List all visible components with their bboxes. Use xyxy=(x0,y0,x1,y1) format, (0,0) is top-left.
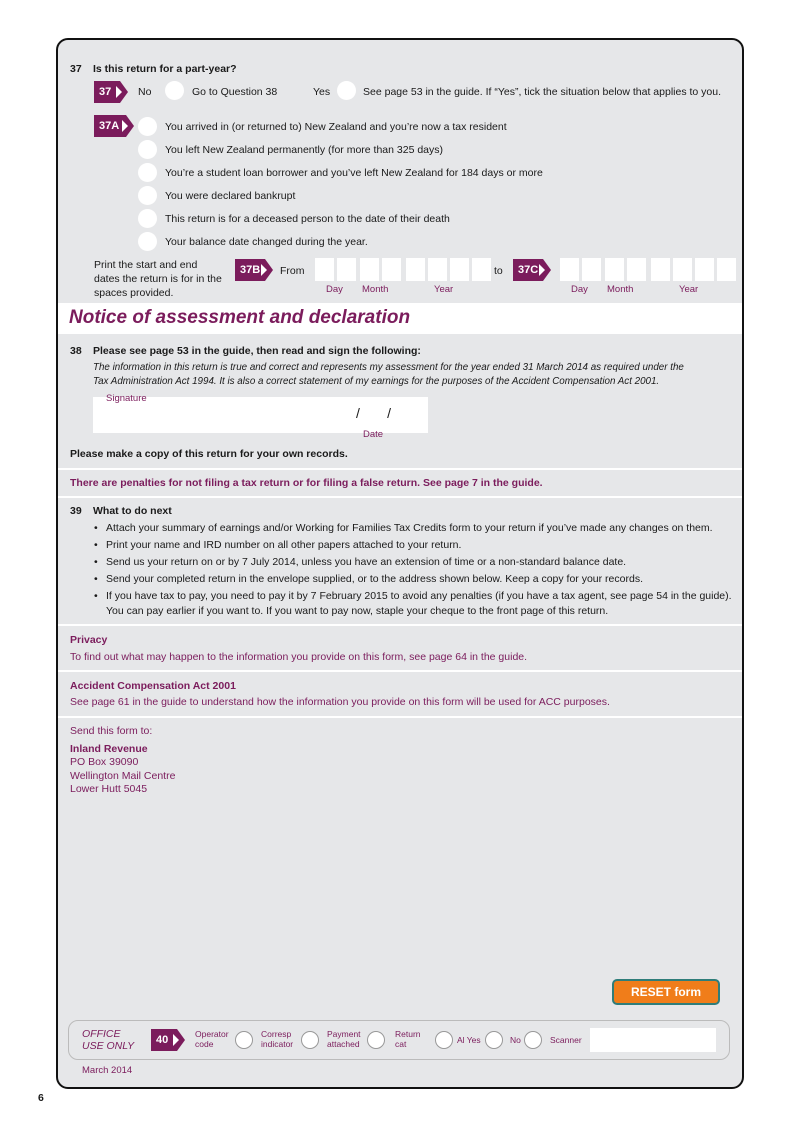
option-label: You arrived in (or returned to) New Zealand and you’re now a tax resident xyxy=(165,121,507,133)
date-digit-box[interactable] xyxy=(382,258,401,281)
no-label: No xyxy=(138,86,152,98)
divider xyxy=(58,496,742,498)
yes-label: Yes xyxy=(313,86,331,98)
option-radio[interactable] xyxy=(138,209,157,228)
no-radio[interactable] xyxy=(165,81,184,100)
option-label: Your balance date changed during the year. xyxy=(165,236,368,248)
acc-title: Accident Compensation Act 2001 xyxy=(70,680,236,692)
al-yes-label: Al Yes xyxy=(457,1035,481,1045)
date-digit-box[interactable] xyxy=(605,258,624,281)
section-title: Notice of assessment and declaration xyxy=(69,307,411,328)
divider xyxy=(58,716,742,718)
option-radio[interactable] xyxy=(138,186,157,205)
signature-label: Signature xyxy=(106,393,147,404)
office-field-radio[interactable] xyxy=(367,1031,385,1049)
yes-note: See page 53 in the guide. If “Yes”, tick the situation below that applies to you. xyxy=(363,86,722,98)
date-digit-box[interactable] xyxy=(428,258,447,281)
acc-text: See page 61 in the guide to understand how the information you provide on this form will be used for ACC purposes. xyxy=(70,696,610,708)
to-day-label: Day xyxy=(571,284,588,295)
office-field-label: Return cat xyxy=(395,1029,421,1049)
next-step-item: • Attach your summary of earnings and/or Working for Families Tax Credits form to your return if you’ve made any changes on them. xyxy=(106,522,713,534)
scanner-label: Scanner xyxy=(550,1035,582,1045)
date-digit-box[interactable] xyxy=(337,258,356,281)
next-step-item: • Send your completed return in the envelope supplied, or to the address shown below. Keep a copy for your records. xyxy=(106,573,643,585)
page-number: 6 xyxy=(38,1092,44,1104)
q37-tag: 37 xyxy=(94,81,120,103)
send-address: Send this form to: Inland Revenue PO Box 39090 Wellington Mail Centre Lower Hutt 5045 xyxy=(70,725,176,795)
from-day-label: Day xyxy=(326,284,343,295)
office-field-radio[interactable] xyxy=(235,1031,253,1049)
penalties-note: There are penalties for not filing a tax return or for filing a false return. See page 7 in the guide. xyxy=(70,477,543,489)
office-field-label: Payment attached xyxy=(327,1029,361,1049)
divider xyxy=(58,670,742,672)
date-digit-box[interactable] xyxy=(450,258,469,281)
q37a-tag: 37A xyxy=(94,115,126,137)
date-digit-box[interactable] xyxy=(360,258,379,281)
date-separator: / / xyxy=(356,405,392,421)
form-panel xyxy=(56,38,744,1089)
from-year-label: Year xyxy=(434,284,454,295)
privacy-title: Privacy xyxy=(70,634,108,646)
to-month-label: Month xyxy=(607,284,634,295)
date-label: Date xyxy=(363,429,384,440)
section-title-band xyxy=(58,303,742,334)
from-month-label: Month xyxy=(362,284,389,295)
q37b-tag: 37B xyxy=(235,259,265,281)
date-digit-box[interactable] xyxy=(582,258,601,281)
no-radio[interactable] xyxy=(524,1031,542,1049)
footer-date: March 2014 xyxy=(82,1065,133,1076)
declaration-text: The information in this return is true and correct and represents my assessment for the year ended 31 March 2014 as required under the Tax Administration Act 1994. It is also a correct statement of my earnings for the purposes of the Accident Compensation Act 2001. xyxy=(93,362,684,387)
bullet-5-line-2: You can pay earlier if you want to. If you want to pay now, staple your cheque to the front page of this return. xyxy=(106,605,609,617)
reset-form-button[interactable]: RESET form xyxy=(612,979,720,1005)
office-field-radio[interactable] xyxy=(435,1031,453,1049)
q37-number: 37 xyxy=(70,63,82,75)
next-step-item: • If you have tax to pay, you need to pay it by 7 February 2015 to avoid any penalties (if you have a tax agent, see page 54 in the guide). xyxy=(106,590,732,602)
date-digit-box[interactable] xyxy=(472,258,491,281)
q38-number: 38 xyxy=(70,345,82,357)
date-digit-box[interactable] xyxy=(315,258,334,281)
next-step-item: • Send us your return on or by 7 July 2014, unless you have an extension of time or a non-standard balance date. xyxy=(106,556,626,568)
option-radio[interactable] xyxy=(138,232,157,251)
option-radio[interactable] xyxy=(138,117,157,136)
date-digit-box[interactable] xyxy=(651,258,670,281)
option-label: You’re a student loan borrower and you’ve left New Zealand for 184 days or more xyxy=(165,167,543,179)
office-field-label: Corresp indicator xyxy=(261,1029,294,1049)
divider xyxy=(58,624,742,626)
office-field-radio[interactable] xyxy=(301,1031,319,1049)
option-radio[interactable] xyxy=(138,140,157,159)
date-digit-box[interactable] xyxy=(673,258,692,281)
q39-heading: What to do next xyxy=(93,505,172,517)
divider xyxy=(58,468,742,470)
office-tag-40: 40 xyxy=(151,1029,177,1051)
date-digit-box[interactable] xyxy=(627,258,646,281)
to-label: to xyxy=(494,265,503,277)
date-digit-box[interactable] xyxy=(717,258,736,281)
q38-heading: Please see page 53 in the guide, then read and sign the following: xyxy=(93,345,421,357)
al-yes-radio[interactable] xyxy=(485,1031,503,1049)
q37-question: Is this return for a part-year? xyxy=(93,63,237,75)
date-digit-box[interactable] xyxy=(560,258,579,281)
no-note: Go to Question 38 xyxy=(192,86,278,98)
office-field-label: Operator code xyxy=(195,1029,229,1049)
q37c-tag: 37C xyxy=(513,259,543,281)
date-digit-box[interactable] xyxy=(406,258,425,281)
to-year-label: Year xyxy=(679,284,699,295)
office-use-title: OFFICE USE ONLY xyxy=(82,1028,135,1052)
no-label: No xyxy=(510,1035,521,1045)
option-radio[interactable] xyxy=(138,163,157,182)
option-label: This return is for a deceased person to the date of their death xyxy=(165,213,450,225)
q39-number: 39 xyxy=(70,505,82,517)
yes-radio[interactable] xyxy=(337,81,356,100)
next-step-item: • Print your name and IRD number on all other papers attached to your return. xyxy=(106,539,461,551)
scanner-field[interactable] xyxy=(590,1028,716,1052)
office-use-box xyxy=(68,1020,730,1060)
date-digit-box[interactable] xyxy=(695,258,714,281)
privacy-text: To find out what may happen to the information you provide on this form, see page 64 in the guide. xyxy=(70,651,528,663)
option-label: You left New Zealand permanently (for more than 325 days) xyxy=(165,144,444,156)
option-label: You were declared bankrupt xyxy=(165,190,296,202)
dates-instruction: Print the start and end dates the return is for in the spaces provided. xyxy=(94,259,222,299)
from-label: From xyxy=(280,265,305,277)
copy-note: Please make a copy of this return for your own records. xyxy=(70,448,348,460)
